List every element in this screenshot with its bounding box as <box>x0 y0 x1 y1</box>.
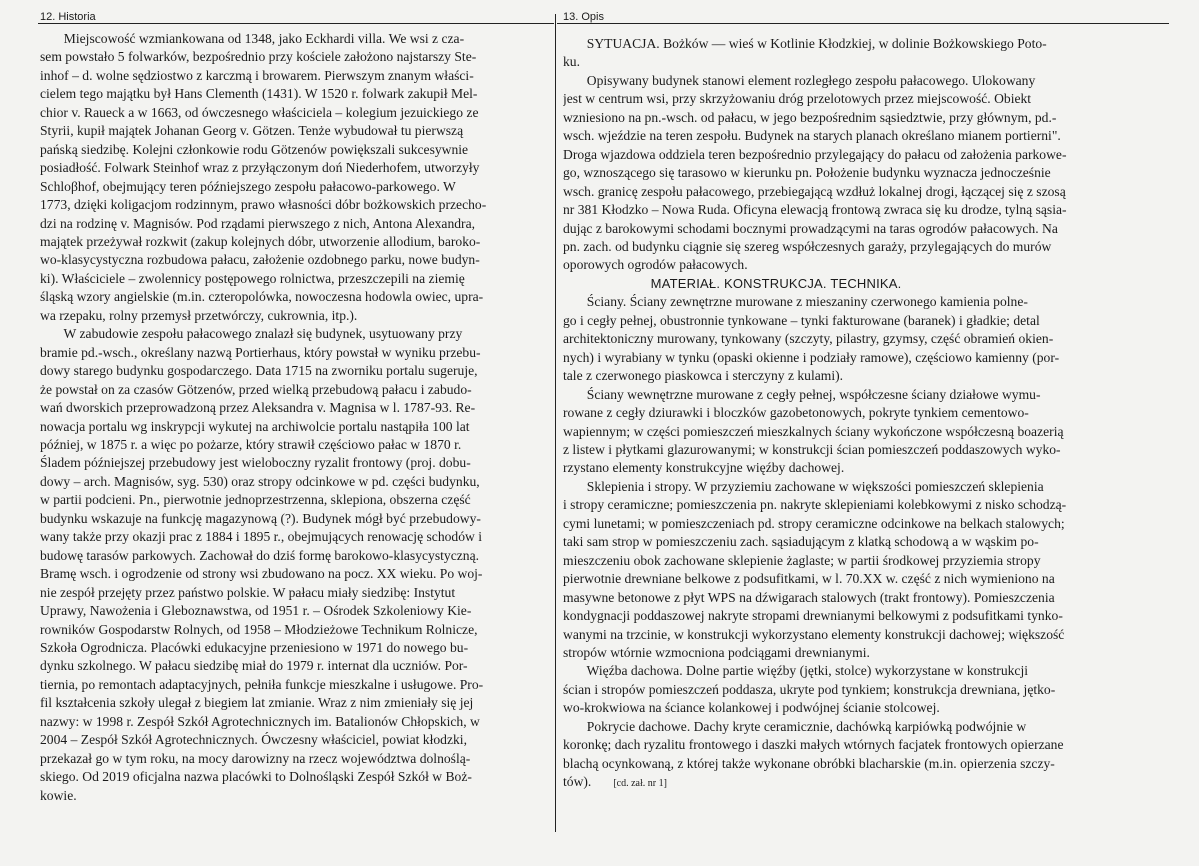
text-line: wany także przy okazji prac z 1884 i 1895 r., obejmujących renowację schodów i <box>40 529 483 545</box>
text-line: Pokrycie dachowe. Dachy kryte ceramicznie, dachówką karpiówką podwójnie w <box>563 718 1027 734</box>
text-line: tale z czerwonego piaskowca i sterczyny z kulami). <box>563 368 844 384</box>
text-line: jest w centrum wsi, przy skrzyżowaniu dróg przelotowych przez miejscowość. Obiekt <box>563 91 1032 107</box>
text-line: stropów wtórnie wzmocniona podciągami drewnianymi. <box>563 644 870 660</box>
text-line: Uprawy, Nawożenia i Gleboznawstwa, od 1951 r. – Ośrodek Szkoleniowy Kie- <box>40 603 472 619</box>
text-line: masywne betonowe z płyt WPS na dźwigarach stalowych (trakt frontowy). Pomieszczenia <box>563 589 1055 605</box>
text-line: koronkę; dach ryzalitu frontowego i daszki małych wtórnych facjatek frontowych opierzane <box>563 737 1064 753</box>
text-line: nr 381 Kłodzko – Nowa Ruda. Oficyna elewacją frontową zwraca się ku drodze, tylną sąsia- <box>563 202 1067 218</box>
text-line: Ściany. Ściany zewnętrzne murowane z mieszaniny czerwonego kamienia polne- <box>563 294 1028 310</box>
text-line: dując z barokowymi schodami bocznymi prowadzącymi na taras ogrodów pałacowych. Na <box>563 220 1058 236</box>
text-line: wsch. granicę zespołu pałacowego, przebiegającą wzdłuż lokalnej drogi, łączącej się z szosą <box>563 183 1066 199</box>
text-line: fil kształcenia szkoły ulegał z biegiem lat zmianie. Wraz z nim zmieniały się jej <box>40 695 474 711</box>
text-line: Szkoła Ogrodnicza. Placówki edukacyjne przeniesiono w 1971 do nowego bu- <box>40 639 469 655</box>
text-line: wo-krokwiowa na ściance kolankowej i podwójnej ścianie stolcowej. <box>563 700 940 716</box>
text-line: ścian i stropów pomieszczeń poddasza, ukryte pod tynkiem; konstrukcja drewniana, jętko- <box>563 681 1056 697</box>
text-line: Droga wjazdowa oddziela teren bezpośrednio przylegający do pałacu od założenia parkowe- <box>563 146 1067 162</box>
text-line: dowy starego budynku gospodarczego. Data 1715 na zworniku portalu sugeruje, <box>40 363 478 379</box>
text-line: Ściany wewnętrzne murowane z cegły pełnej, współczesne ściany działowe wymu- <box>563 386 1041 402</box>
text-line: Sklepienia i stropy. W przyziemiu zachowane w większości pomieszczeń sklepienia <box>563 478 1044 494</box>
text-line: taki sam strop w pomieszczeniu zach. sąsiadującym z klatką schodową a w wąskim po- <box>563 534 1039 550</box>
text-line: go i cegły pełnej, obustronnie tynkowane – tynki fakturowane (baranek) i gładkie; detal <box>563 312 1040 328</box>
text-line: go, wznoszącego się tarasowo w kierunku pn. Położenie budynku wyznacza jednocześnie <box>563 165 1051 181</box>
text-line: SYTUACJA. Bożków — wieś w Kotlinie Kłodzkiej, w dolinie Bożkowskiego Poto- <box>563 36 1047 51</box>
text-line: później, w 1875 r. a więc po pożarze, który strawił częściowo pałac w 1870 r. <box>40 436 462 452</box>
text-line: kondygnacji poddaszowej nakryte stropami drewnianymi belkowymi z podsufitkami tynko- <box>563 608 1063 624</box>
text-line: nych) i wyrabiany w tynku (opaski okienne i podziały ramowe), częściowo kamienny (por- <box>563 349 1060 365</box>
text-line: wsch. wjeździe na teren zespołu. Budynek na starych planach określano mianem portierni". <box>563 128 1061 144</box>
text-line: wapiennym; w części pomieszczeń mieszkalnych ściany wykończone współczesną boazerią <box>563 423 1064 439</box>
text-line: Śladem późniejszej przebudowy jest wieloboczny ryzalit frontowy (proj. dobu- <box>40 455 471 471</box>
text-line: kowie. <box>40 787 77 803</box>
text-line: nie zespół przejęty przez państwo polskie. W pałacu miały siedzibę: Instytut <box>40 584 456 600</box>
text-line: ki). Właściciele – zwolennicy postępowego rolnictwa, przeszczepili na ziemię <box>40 270 465 286</box>
text-line: pn. zach. od budynku ciągnie się szereg współczesnych garaży, przylegających do murów <box>563 238 1052 254</box>
text-line: Schloβhof, obejmujący teren późniejszego zespołu pałacowo-parkowego. W <box>40 178 456 194</box>
column-divider <box>555 14 556 832</box>
text-line: przekazał go w tym roku, na mocy darowizny na rzecz województwa dolnoślą- <box>40 750 471 766</box>
text-line: dowy – arch. Magnisów, syg. 530) oraz stropy odcinkowe w pd. części budynku, <box>40 473 480 489</box>
text-line: i stropy ceramiczne; pomieszczenia pn. nakryte sklepieniami kolebkowymi z nisko schodzą- <box>563 497 1067 513</box>
text-line: tiernia, po remontach adaptacyjnych, pełniła funkcje mieszkalne i usługowe. Pro- <box>40 676 484 692</box>
text-line: cielem tego majątku był Hans Clementh (1431). W 1520 r. folwark zakupił Mel- <box>40 86 478 102</box>
text-line: posiadłość. Folwark Steinhof wraz z przyłączonym doń Niederhofem, utworzyły <box>40 160 480 176</box>
text-line: śląską wzory angielskie (m.in. czteropolówka, nowoczesna hodowla owiec, upra- <box>40 289 484 305</box>
text-line: 1773, dzięki koligacjom rodzinnym, prawo własności dóbr bożkowskich przecho- <box>40 197 487 213</box>
text-line: nowacja portalu wg inskrypcji wykutej na archiwolcie portalu nastąpiła 100 lat <box>40 418 470 434</box>
text-line: dzi na rodzinę v. Magnisów. Pod rządami pierwszego z nich, Antona Alexandra, <box>40 215 475 231</box>
description-section-header: 13. Opis <box>557 11 1169 24</box>
text-line: chior v. Raueck a w 1663, od ówczesnego właściciela – kolegium jezuickiego ze <box>40 104 479 120</box>
text-line: że powstał on za czasów Götzenów, przed wielką przebudową pałacu i zabudo- <box>40 381 472 397</box>
text-line: wanymi na trzcinie, w konstrukcji wykorzystano elementy konstrukcji dachowej; większość <box>563 626 1065 642</box>
text-line: mieszczeniu obok zachowane sklepienie żaglaste; w partii środkowej przyziemia stropy <box>563 552 1041 568</box>
text-line: budowę tarasów parkowych. Zachował do dziś formę barokowo-klasycystyczną. <box>40 547 480 563</box>
text-line: pańską siedzibę. Kolejni członkowie rodu Götzenów powiększali sukcesywnie <box>40 141 469 157</box>
text-line: Styrii, kupił majątek Johanan Georg v. Götzen. Tenże wybudował tu pierwszą <box>40 123 464 139</box>
text-line: rowane z cegły dziurawki i bloczków gazobetonowych, pokryte tynkiem cementowo- <box>563 405 1029 421</box>
history-text <box>40 30 550 805</box>
text-line: rzystano elementy konstrukcyjne więźby dachowej. <box>563 460 845 476</box>
text-line: nazwy: w 1998 r. Zespół Szkół Agrotechnicznych im. Batalionów Chłopskich, w <box>40 713 480 729</box>
section-title: MATERIAŁ. KONSTRUKCJA. TECHNIKA. <box>563 275 902 291</box>
text-line: sem powstało 5 folwarków, bezpośrednio przy kościele założono najstarszy Ste- <box>40 49 477 65</box>
continuation-note: [cd. zał. nr 1] <box>613 778 667 790</box>
description-text <box>563 35 1175 794</box>
text-line: wań dworskich przeprowadzoną przez Aleksandra v. Magnisa w l. 1787-93. Re- <box>40 400 476 416</box>
text-line: skiego. Od 2019 oficjalna nazwa placówki to Dolnośląski Zespół Szkół w Boż- <box>40 769 472 785</box>
history-section-header: 12. Historia <box>38 11 554 24</box>
text-line: blachą ocynkowaną, z której także wykonane obróbki blacharskie (m.in. opierzenia szczy- <box>563 755 1055 771</box>
text-line: architektoniczny murowany, tynkowany (szczyty, pilastry, gzymsy, część obramień okien- <box>563 331 1054 347</box>
text-line: ku. <box>563 54 580 70</box>
text-line: inhof – d. wolne sędziostwo z karczmą i browarem. Pierwszym znanym właści- <box>40 67 474 83</box>
text-line: wzniesiono na pn.-wsch. od pałacu, w jego bezpośrednim sąsiedztwie, przy głównym, pd.- <box>563 109 1057 125</box>
text-line: wa rzepaku, rolny przemysł przetwórczy, cukrownia, itp.). <box>40 307 358 323</box>
text-line: W zabudowie zespołu pałacowego znalazł się budynek, usytuowany przy <box>40 326 463 342</box>
text-line: w partii podcieni. Pn., pierwotnie jednoprzestrzenna, sklepiona, obszerna część <box>40 492 471 508</box>
text-line: Więźba dachowa. Dolne partie więźby (jętki, stolce) wykorzystane w konstrukcji <box>563 663 1029 679</box>
text-line: bramie pd.-wsch., określany nazwą Portierhaus, który powstał w wyniku przebu- <box>40 344 481 360</box>
text-line: 2004 – Zespół Szkół Agrotechnicznych. Ówczesny właściciel, powiat kłodzki, <box>40 732 467 748</box>
text-line: pierwotnie drewniane belkowe z podsufitkami, w l. 70.XX w. część z nich wymieniono na <box>563 571 1055 587</box>
text-line: wo-klasycystyczna rozbudowa pałacu, założenie ozdobnego parku, nowe budyn- <box>40 252 480 268</box>
text-line: z listew i płytkami glazurowanymi; w konstrukcji ścian pomieszczeń poddaszowych wyko- <box>563 441 1061 457</box>
text-line: cymi lunetami; w pomieszczeniach pd. stropy ceramiczne odcinkowe na belkach stalowych; <box>563 515 1065 531</box>
text-line: oporowych ogrodów pałacowych. <box>563 257 748 273</box>
text-line: Miejscowość wzmiankowana od 1348, jako Eckhardi villa. We wsi z cza- <box>40 31 465 46</box>
text-line: Opisywany budynek stanowi element rozległego zespołu pałacowego. Ulokowany <box>563 72 1036 88</box>
text-line: dynku szkolnego. W pałacu siedzibę miał do 1979 r. internat dla uczniów. Por- <box>40 658 468 674</box>
text-line: budynku wskazuje na funkcję magazynową (?). Budynek mógł być przebudowy- <box>40 510 481 526</box>
text-line: rowników Gospodarstw Rolnych, od 1958 – Młodzieżowe Technikum Rolnicze, <box>40 621 478 637</box>
text-line: majątek przeżywał rozkwit (zakup kolejnych dóbr, utworzenie allodium, baroko- <box>40 233 481 249</box>
text-line: tów). [cd. zał. nr 1] <box>563 774 667 790</box>
text-line: Bramę wsch. i ogrodzenie od strony wsi zbudowano na pocz. XX wieku. Po woj- <box>40 566 483 582</box>
